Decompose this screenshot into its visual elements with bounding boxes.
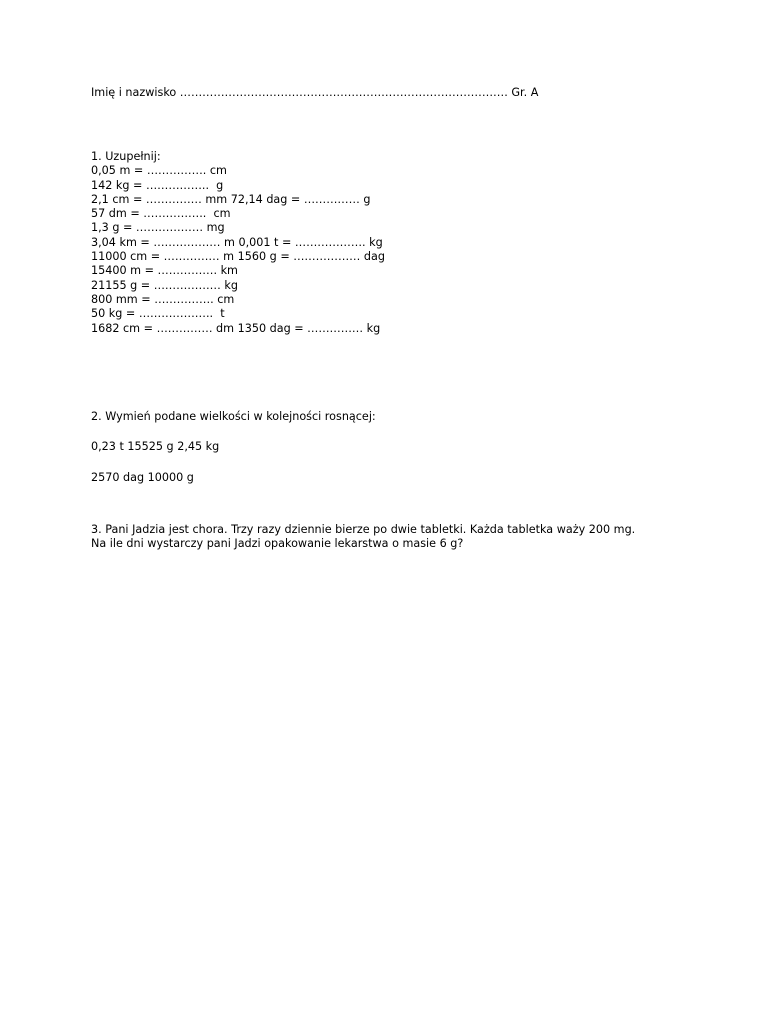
exercise-1-line: 1,3 g = ……………… mg [91, 221, 225, 235]
exercise-1-line: 15400 m = ……………. km [91, 264, 238, 278]
exercise-1-line: 142 kg = …………….. g [91, 178, 224, 192]
exercise-1-line: 1682 cm = …………… dm 1350 dag = …………… kg [91, 321, 381, 335]
exercise-1-line: 800 mm = ……………. cm [91, 292, 235, 306]
exercise-1-line: 2,1 cm = …………… mm 72,14 dag = …………… g [91, 192, 371, 206]
exercise-1-title: 1. Uzupełnij: [91, 150, 161, 163]
name-and-group-line [91, 86, 708, 100]
name-line-text: Imię i nazwisko ……………………………………………………………………………. Gr. A [91, 86, 539, 99]
exercise-1 [91, 150, 708, 336]
exercise-2-values-row-1: 0,23 t 15525 g 2,45 kg [91, 440, 220, 454]
exercise-2 [91, 410, 708, 485]
exercise-1-line: 3,04 km = ……………… m 0,001 t = ………………. kg [91, 235, 383, 249]
exercise-3-line-1: 3. Pani Jadzia jest chora. Trzy razy dziennie bierze po dwie tabletki. Każda tabletka waży 200 mg. [91, 523, 636, 536]
exercise-2-title: 2. Wymień podane wielkości w kolejności rosnącej: [91, 410, 376, 423]
exercise-2-values-row-2: 2570 dag 10000 g [91, 470, 194, 484]
exercise-3 [91, 523, 708, 552]
exercise-3-line-2: Na ile dni wystarczy pani Jadzi opakowanie lekarstwa o masie 6 g? [91, 537, 464, 551]
exercise-1-line: 11000 cm = …………… m 1560 g = ……………… dag [91, 250, 385, 264]
exercise-1-line: 57 dm = …………….. cm [91, 207, 231, 221]
exercise-1-line: 50 kg = ……………….. t [91, 307, 225, 321]
exercise-1-line: 21155 g = ……………… kg [91, 278, 238, 292]
exercise-1-line: 0,05 m = ……………. cm [91, 164, 227, 178]
